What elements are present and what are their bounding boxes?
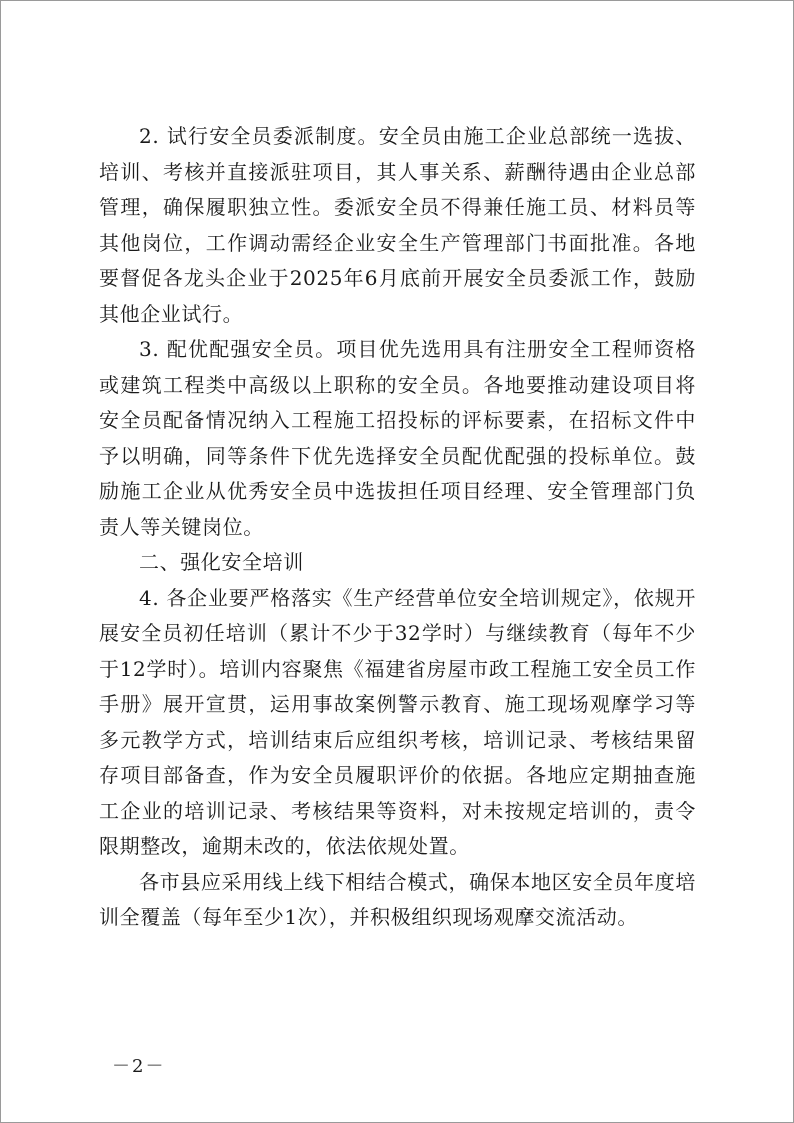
paragraph-item-2: 2. 试行安全员委派制度。安全员由施工企业总部统一选拔、培训、考核并直接派驻项目，其人事关系、薪酬待遇由企业总部管理，确保履职独立性。委派安全员不得兼任施工员、材料员等其他岗位，工作调动需经企业安全生产管理部门书面批准。各地要督促各龙头企业于2025年6月底前开展安全员委派工作，鼓励其他企业试行。 [99,124,696,326]
paragraph-item-4: 4. 各企业要严格落实《生产经营单位安全培训规定》，依规开展安全员初任培训（累计不少于32学时）与继续教育（每年不少于12学时）。培训内容聚焦《福建省房屋市政工程施工安全员工作手册》展开宣贯，运用事故案例警示教育、施工现场观摩学习等多元教学方式，培训结束后应组织考核，培训记录、考核结果留存项目部备查，作为安全员履职评价的依据。各地应定期抽查施工企业的培训记录、考核结果等资料，对未按规定培训的，责令限期整改，逾期未改的，依法依规处置。 [99,585,696,858]
page-number: －2－ [112,1056,166,1077]
document-body [99,119,696,936]
paragraph-item-3: 3. 配优配强安全员。项目优先选用具有注册安全工程师资格或建筑工程类中高级以上职称的安全员。各地要推动建设项目将安全员配备情况纳入工程施工招投标的评标要素，在招标文件中予以明确，同等条件下优先选择安全员配优配强的投标单位。鼓励施工企业从优秀安全员中选拔担任项目经理、安全管理部门负责人等关键岗位。 [99,337,696,539]
paragraph-county-training: 各市县应采用线上线下相结合模式，确保本地区安全员年度培训全覆盖（每年至少1次），并积极组织现场观摩交流活动。 [99,869,696,929]
section-heading-training: 二、强化安全培训 [139,550,304,574]
